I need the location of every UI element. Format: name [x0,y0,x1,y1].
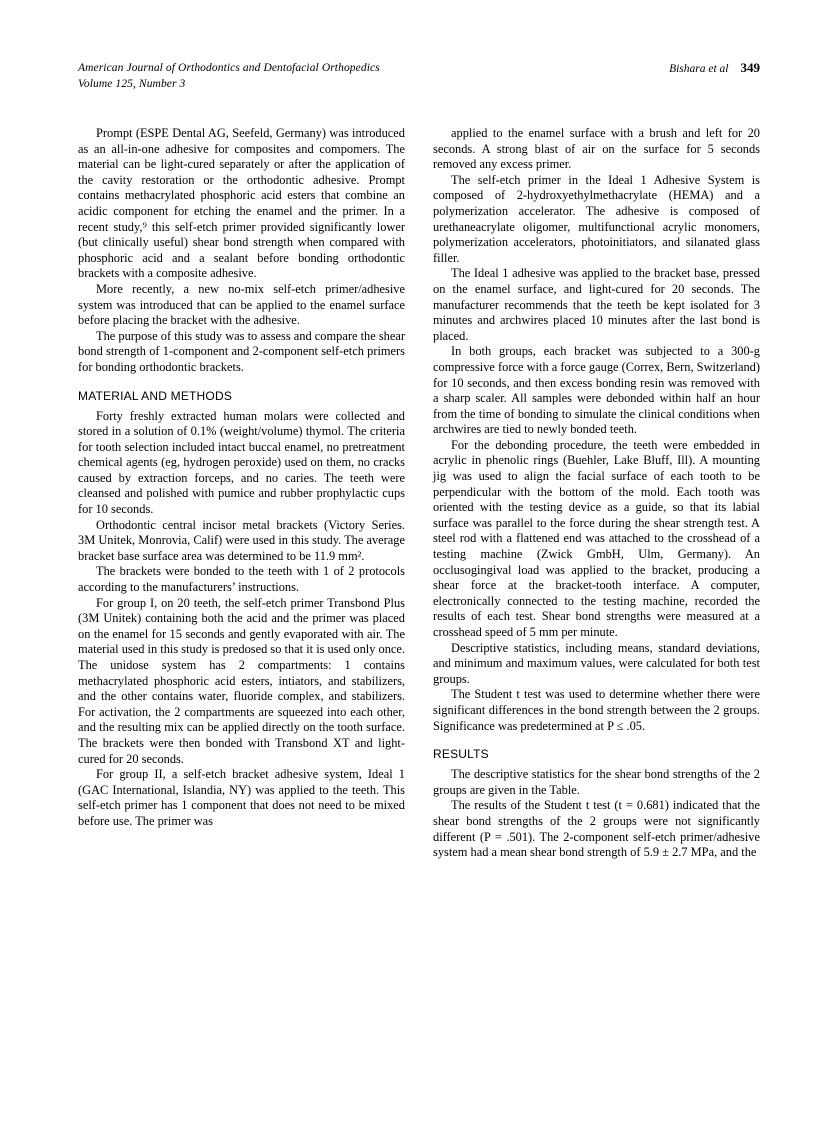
paragraph [433,767,760,798]
paragraph-text: For group II, a self-etch bracket adhesive system, Ideal 1 (GAC International, Islandia, NY) was applied to the teeth. This self-etch primer has 1 component that does not need to be mixed before use. The primer was [78,767,405,828]
running-head [78,60,760,104]
running-head-right [669,60,760,77]
section-heading-results: RESULTS [433,747,489,762]
paragraph [433,173,760,267]
paragraph [433,266,760,344]
page-number: 349 [740,60,760,75]
paragraph-text: The purpose of this study was to assess and compare the shear bond strength of 1-component and 2-component self-etch primers for bonding orthodontic brackets. [78,328,405,374]
paragraph [78,767,405,829]
paragraph-text: applied to the enamel surface with a brush and left for 20 seconds. A strong blast of air on the surface for 5 seconds removed any excess primer. [433,126,760,172]
paragraph-text: The results of the Student t test (t = 0.681) indicated that the shear bond strengths of the 2 groups were not significantly different (P = .501). The 2-component self-etch primer/adhesive system had a mean shear bond strength of 5.9 ± 2.7 MPa, and the [433,798,760,860]
paragraph-text: The Ideal 1 adhesive was applied to the bracket base, pressed on the enamel surface, and light-cured for 20 seconds. The manufacturer recommends that the teeth be kept isolated for 3 minutes and archwires placed 10 minutes after the last bond is placed. [433,266,760,343]
paragraph-text: More recently, a new no-mix self-etch primer/adhesive system was introduced that can be applied to the enamel surface before placing the bracket with the adhesive. [78,281,405,328]
paragraph-text: The self-etch primer in the Ideal 1 Adhesive System is composed of 2-hydroxyethylmethacrylate (HEMA) and a polymerization accelerator. The adhesive is composed of urethaneacrylate oligomer, multifunctional acrylic monomers, polymerization accelerators, photoinitiators, and silanated glass filler. [433,172,760,265]
paragraph [433,641,760,688]
paragraph [78,329,405,376]
paragraph [433,344,760,438]
paragraph [78,126,405,282]
paragraph-text: Descriptive statistics, including means, standard deviations, and minimum and maximum values, were calculated for both test groups. [433,640,760,686]
paragraph-text: For group I, on 20 teeth, the self-etch primer Transbond Plus (3M Unitek) containing both the acid and the primer was placed on the enamel for 15 seconds and gently evaporated with air. The material used in this study is predosed so that it is used only once. The unidose system has 2 compartments: 1 contains methacrylated phosphoric acid esters, intiators, and stabilizers, and the other contains water, fluoride complex, and stabilizers. For activation, the 2 compartments are squeezed into each other, and the resulting mix can be applied directly on the tooth surface. The brackets were then bonded with Transbond XT and light-cured for 20 seconds. [78,595,405,766]
running-head-authors: Bishara et al [669,63,729,75]
paragraph-text: The Student t test was used to determine whether there were significant differences in the bond strength between the 2 groups. Significance was predetermined at P ≤ .05. [433,687,760,733]
paragraph [78,409,405,518]
paragraph-text: For the debonding procedure, the teeth were embedded in acrylic in phenolic rings (Buehler, Lake Bluff, Ill). A mounting jig was used to align the facial surface of each tooth to be perpendicular with the bottom of the mold. Each tooth was oriented with the testing device as a guide, so that its labial surface was parallel to the force during the shear strength test. A steel rod with a flattened end was attached to the crosshead of a testing machine (Zwick GmbH, Ulm, Germany). An occlusogingival load was applied to the bracket, producing a shear force at the bracket-tooth interface. A computer, electronically connected to the testing machine, recorded the results of each test. Shear bond strengths were measured at a crosshead speed of 5 mm per minute. [433,437,760,639]
paragraph [78,596,405,768]
paragraph [433,438,760,641]
journal-title-line1: American Journal of Orthodontics and Dentofacial Orthopedics [78,62,380,74]
paragraph-text: Orthodontic central incisor metal brackets (Victory Series. 3M Unitek, Monrovia, Calif) were used in this study. The average bracket base surface area was determined to be 11.9 mm². [78,517,405,563]
paragraph [78,518,405,565]
paragraph [433,798,760,860]
paragraph [78,564,405,595]
paragraph-text: The descriptive statistics for the shear bond strengths of the 2 groups are given in the Table. [433,767,760,797]
paragraph-text: The brackets were bonded to the teeth with 1 of 2 protocols according to the manufacturers’ instructions. [78,564,405,595]
paragraph-text: Prompt (ESPE Dental AG, Seefeld, Germany) was introduced as an all-in-one adhesive for composites and compomers. The material can be light-cured separately or after the application of the cavity restoration or the orthodontic adhesive. Prompt contains methacrylated phosphoric acid esters that combine an acidic component for etching the enamel and the primer. In a recent study,⁹ this self-etch primer provided significantly lower (but clinically useful) shear bond strength when compared with phosphoric acid and a sealant before bonding orthodontic brackets with a composite adhesive. [78,126,405,281]
body-columns [78,126,760,861]
right-column [433,126,760,861]
paragraph-text: In both groups, each bracket was subjected to a 300-g compressive force with a force gauge (Correx, Bern, Switzerland) for 10 seconds, and then excess bonding resin was removed with a sharp scaler. All samples were debonded within half an hour from the time of bonding to simulate the clinical conditions when archwires are tied to newly bonded teeth. [433,344,760,437]
left-column [78,126,405,861]
journal-volume-issue: Volume 125, Number 3 [78,78,186,90]
journal-title [78,60,380,92]
paragraph [78,282,405,329]
paragraph [433,126,760,173]
paragraph [433,687,760,734]
section-heading-material-and-methods: MATERIAL AND METHODS [78,388,233,403]
paragraph-text: Forty freshly extracted human molars were collected and stored in a solution of 0.1% (weight/volume) thymol. The criteria for tooth selection included intact buccal enamel, no pretreatment chemical agents (eg, hydrogen peroxide) used on them, no cracks caused by extraction forceps, and no caries. The teeth were cleansed and polished with pumice and rubber prophylactic cups for 10 seconds. [78,408,405,517]
